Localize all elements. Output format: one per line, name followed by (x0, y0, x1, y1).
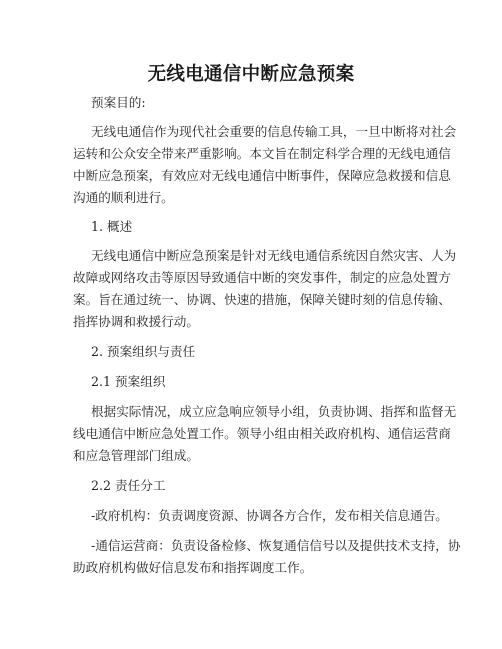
paragraph-line: 故障或网络攻击等原因导致通信中断的突发事件，制定的应急处置方 (73, 270, 451, 285)
subsection-heading-2-1: 2.1 预案组织 (91, 374, 166, 389)
paragraph-line: 运转和公众安全带来严重影响。本文旨在制定科学合理的无线电通信 (73, 146, 451, 161)
paragraph-line: 和应急管理部门组成。 (73, 448, 199, 463)
paragraph-line: 沟通的顺利进行。 (73, 190, 174, 205)
paragraph-line: 无线电通信作为现代社会重要的信息传输工具，一旦中断将对社会 (91, 124, 457, 139)
section-heading-overview: 1. 概述 (91, 219, 133, 234)
paragraph-line: 中断应急预案，有效应对无线电通信中断事件，保障应急救援和信息 (73, 168, 451, 183)
section-heading-organization: 2. 预案组织与责任 (91, 344, 196, 359)
paragraph-line: 根据实际情况，成立应急响应领导小组，负责协调、指挥和监督无 (91, 404, 457, 419)
list-item-continuation: 助政府机构做好信息发布和指挥调度工作。 (73, 560, 313, 575)
paragraph-line: 线电通信中断应急处置工作。领导小组由相关政府机构、通信运营商 (73, 426, 451, 441)
subsection-heading-2-2: 2.2 责任分工 (91, 478, 166, 493)
list-item: -政府机构：负责调度资源、协调各方合作，发布相关信息通告。 (91, 508, 448, 523)
document-title: 无线电通信中断应急预案 (147, 64, 355, 85)
paragraph-line: 案。旨在通过统一、协调、快速的措施，保障关键时刻的信息传输、 (73, 292, 451, 307)
paragraph-line: 无线电通信中断应急预案是针对无线电通信系统因自然灾害、人为 (91, 248, 457, 263)
paragraph-line: 指挥协调和救援行动。 (73, 314, 199, 329)
purpose-heading: 预案目的: (91, 95, 146, 110)
list-item: -通信运营商：负责设备检修、恢复通信信号以及提供技术支持，协 (91, 538, 461, 553)
